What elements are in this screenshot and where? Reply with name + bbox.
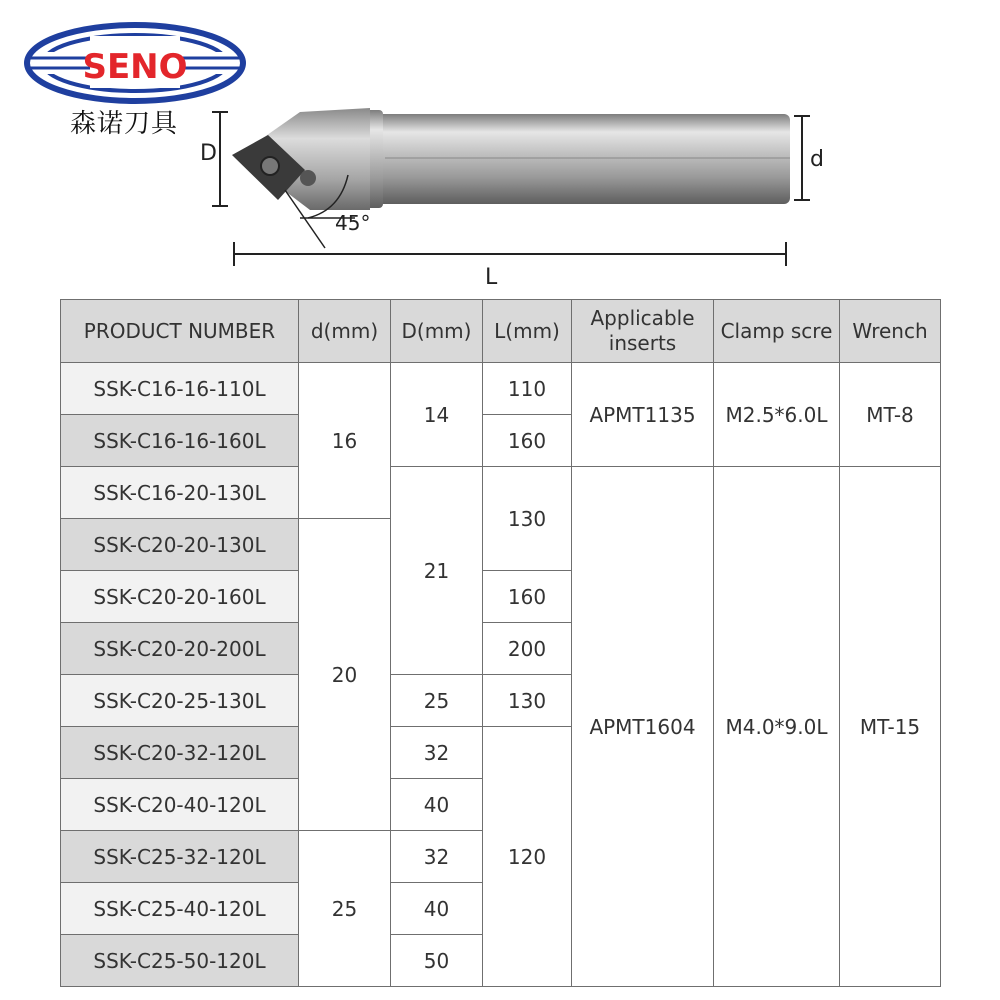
table-row [61, 363, 941, 415]
product-number: SSK-C25-32-120L [61, 831, 299, 883]
cell-D: 14 [391, 363, 483, 467]
cell-L: 120 [483, 727, 572, 987]
product-number: SSK-C20-40-120L [61, 779, 299, 831]
cell-L: 110 [483, 363, 572, 415]
cell-D: 21 [391, 467, 483, 675]
product-number: SSK-C20-25-130L [61, 675, 299, 727]
cell-D: 25 [391, 675, 483, 727]
label-d: d [810, 147, 824, 172]
cell-D: 40 [391, 883, 483, 935]
label-L: L [485, 265, 498, 290]
dimension-d [794, 116, 824, 200]
cell-clamp-screw: M2.5*6.0L [714, 363, 840, 467]
header-d: d(mm) [299, 300, 391, 363]
cell-D: 40 [391, 779, 483, 831]
header-wrench: Wrench [840, 300, 941, 363]
product-number: SSK-C20-32-120L [61, 727, 299, 779]
cell-wrench: MT-8 [840, 363, 941, 467]
cell-d: 20 [299, 519, 391, 831]
cell-D: 32 [391, 831, 483, 883]
header-inserts: Applicable inserts [572, 300, 714, 363]
table-row [61, 467, 941, 519]
label-D: D [200, 141, 217, 166]
brand-chinese-name: 森诺刀具 [70, 109, 179, 139]
product-number: SSK-C16-16-110L [61, 363, 299, 415]
product-number: SSK-C20-20-160L [61, 571, 299, 623]
product-number: SSK-C20-20-200L [61, 623, 299, 675]
header-L: L(mm) [483, 300, 572, 363]
table-header-row [61, 300, 941, 363]
cell-L: 130 [483, 675, 572, 727]
dimension-D [200, 112, 228, 206]
product-number: SSK-C16-16-160L [61, 415, 299, 467]
header-product-number: PRODUCT NUMBER [61, 300, 299, 363]
cell-d: 16 [299, 363, 391, 519]
product-number: SSK-C25-50-120L [61, 935, 299, 987]
header-D: D(mm) [391, 300, 483, 363]
cell-clamp-screw: M4.0*9.0L [714, 467, 840, 987]
tool-body [232, 108, 790, 210]
tool-diagram [190, 100, 850, 300]
cell-L: 130 [483, 467, 572, 571]
cell-L: 200 [483, 623, 572, 675]
header-clamp-screw: Clamp scre [714, 300, 840, 363]
angle-label: 45° [335, 211, 371, 235]
product-number: SSK-C25-40-120L [61, 883, 299, 935]
product-number: SSK-C20-20-130L [61, 519, 299, 571]
cell-D: 50 [391, 935, 483, 987]
product-number: SSK-C16-20-130L [61, 467, 299, 519]
seno-logo-graphic [20, 18, 250, 108]
cell-D: 32 [391, 727, 483, 779]
dimension-L [234, 242, 786, 290]
logo-text: SENO [82, 47, 188, 87]
cell-d: 25 [299, 831, 391, 987]
spec-table [60, 299, 941, 987]
cell-L: 160 [483, 415, 572, 467]
cell-inserts: APMT1604 [572, 467, 714, 987]
cell-L: 160 [483, 571, 572, 623]
cell-inserts: APMT1135 [572, 363, 714, 467]
cell-wrench: MT-15 [840, 467, 941, 987]
